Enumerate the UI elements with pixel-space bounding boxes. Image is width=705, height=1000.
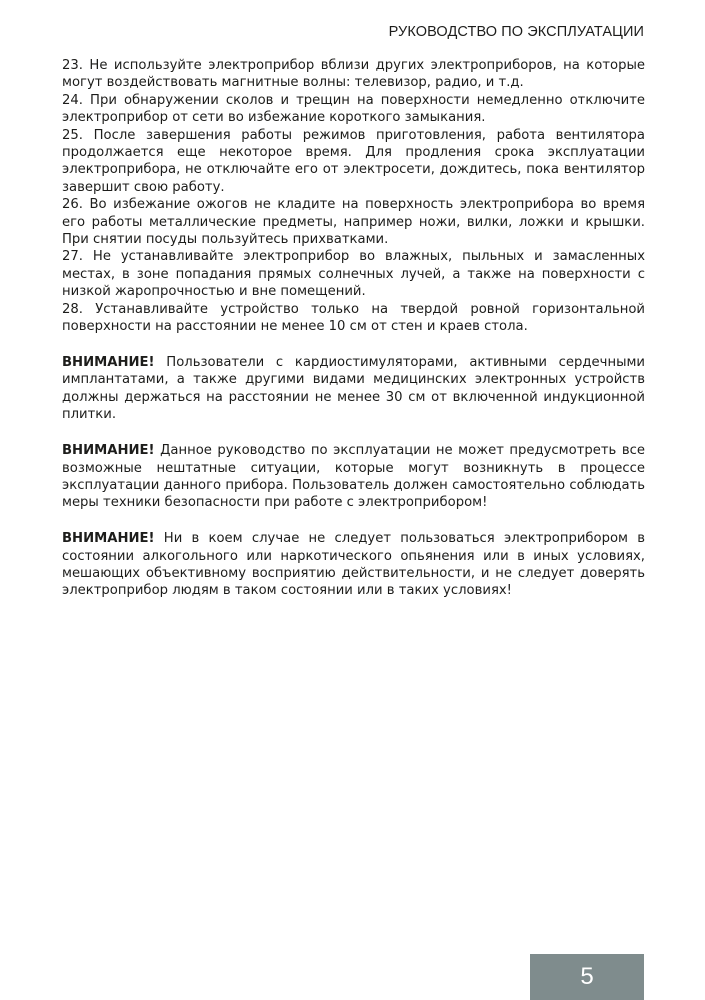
list-item: 24. При обнаружении сколов и трещин на поверхности немедленно отключите электроприбор от сети во избежание короткого замыкания. bbox=[62, 92, 645, 126]
list-item: 26. Во избежание ожогов не кладите на поверхность электроприбора во время его работы металлические предметы, например ножи, вилки, ложки и крышки. При снятии посуды пользуйтесь прихватками. bbox=[62, 197, 645, 248]
warning-unforeseen-situations bbox=[62, 442, 645, 512]
page-number-box bbox=[530, 954, 644, 1000]
warning-label: ВНИМАНИЕ! bbox=[62, 355, 155, 370]
warning-label: ВНИМАНИЕ! bbox=[62, 443, 155, 459]
list-item: 27. Не устанавливайте электроприбор во влажных, пыльных и замасленных местах, в зоне попадания прямых солнечных лучей, а также на поверхности с низкой жаропрочностью и вне помещений. bbox=[62, 249, 645, 300]
safety-instructions-list bbox=[62, 57, 645, 336]
list-item: 23. Не используйте электроприбор вблизи других электроприборов, на которые могут воздействовать магнитные волны: телевизор, радио, и т.д. bbox=[62, 58, 645, 91]
warning-label: ВНИМАНИЕ! bbox=[62, 531, 155, 547]
page-number: 5 bbox=[580, 963, 594, 990]
page-content bbox=[62, 57, 645, 600]
warning-text: Данное руководство по эксплуатации не может предусмотреть все возможные нештатные ситуации, которые могут возникнуть в процессе эксплуатации данного прибора. Пользователь должен самостоятельно соблюдать меры техники безопасности при работе с электроприбором! bbox=[62, 443, 645, 511]
warning-intoxication bbox=[62, 530, 645, 600]
list-item: 28. Устанавливайте устройство только на твердой ровной горизонтальной поверхности на расстоянии не менее 10 см от стен и краев стола. bbox=[62, 301, 645, 335]
running-header: РУКОВОДСТВО ПО ЭКСПЛУАТАЦИИ bbox=[388, 24, 644, 40]
warning-text: Ни в коем случае не следует пользоваться электроприбором в состоянии алкогольного или наркотического опьянения или в иных условиях, мешающих объективному восприятию действительности, и не следует доверять электроприбор людям в таком состоянии или в таких условиях! bbox=[62, 531, 645, 599]
warning-text: Пользователи с кардиостимуляторами, активными сердечными имплантатами, а также другими видами медицинских электронных устройств должны держаться на расстоянии не менее 30 см от включенной индукционной плитки. bbox=[62, 355, 645, 423]
warning-pacemaker bbox=[62, 354, 645, 424]
list-item: 25. После завершения работы режимов приготовления, работа вентилятора продолжается еще некоторое время. Для продления срока эксплуатации электроприбора, не отключайте его от электросети, дождитесь, пока вентилятор завершит свою работу. bbox=[62, 127, 645, 195]
